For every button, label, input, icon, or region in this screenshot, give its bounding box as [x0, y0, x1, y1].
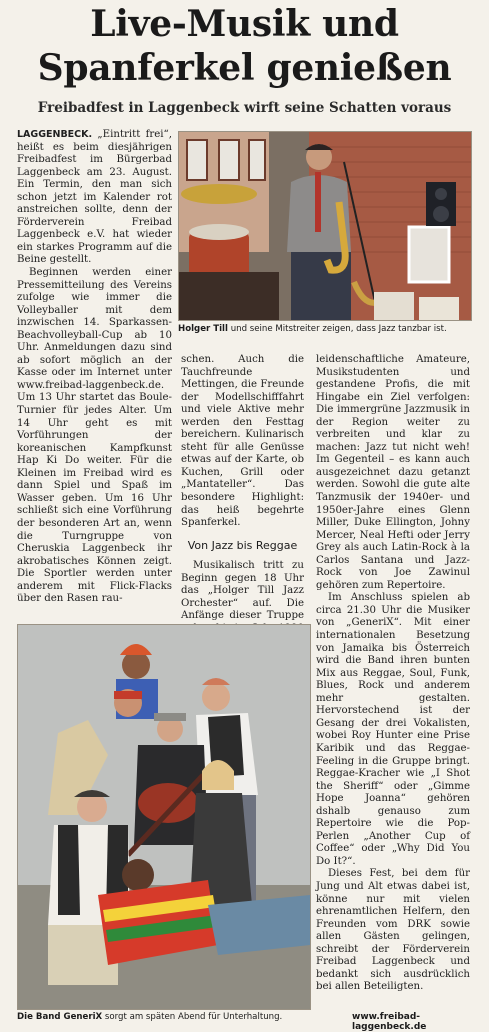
photo-band-generix [17, 624, 311, 1010]
article-paragraph-2: Beginnen werden einer Pressemitteilung des Vereins zufolge wie immer die Volleyballer mit dem inzwischen 14. Sparkassen-Beachvolleyball-Cup ab 10 Uhr. Anmeldungen dazu sind ab sofort möglich an der Kasse oder im Internet unter www.freibad-laggenbeck.de. Um 13 Uhr startet das Boule-Turnier für jedes Alter. Um 14 Uhr geht es mit Vorführungen der koreanischen Kampfkunst Hap Ki Do weiter. Für die Kleinen im Freibad wird es dann Spiel und Spaß im Wasser geben. Um 16 Uhr schließt sich eine Vorführung der besonderen Art an, wenn die Turngruppe von Cheruskia Laggenbeck ihr akrobatisches Können zeigt. Die Sportler werden unter anderem mit Flick-Flacks über den Rasen rau- [17, 267, 172, 605]
article-paragraph-7: Dieses Fest, bei dem für Jung und Alt etwas dabei ist, könne nur mit vielen ehrenamtlichen Helfern, den Freunden vom DRK sowie allen Gästen gelingen, schreibt der Förderverein Freibad Laggenbeck und bedankt sich ausdrücklich bei allen Beteiligten. [316, 868, 470, 993]
article-column-1 [17, 129, 172, 606]
photo-holger-till-caption [178, 324, 478, 335]
headline-line-1: Live-Musik und [90, 3, 399, 45]
headline-line-2: Spanferkel genießen [37, 47, 452, 89]
headline [0, 2, 489, 90]
article-paragraph-1: „Eintritt frei“, heißt es beim diesjährigen Freibadfest im Bürgerbad Laggenbeck am 23. August. Ein Termin, den man sich schon jetzt im Kalender rot anstreichen sollte, denn der Förderverein Freibad Laggenbeck e.V. hat wieder ein starkes Programm auf die Beine gestellt. [17, 129, 172, 266]
caption-text: und seine Mitstreiter zeigen, dass Jazz tanzbar ist. [230, 324, 447, 334]
article-paragraph-6: Im Anschluss spielen ab circa 21.30 Uhr die Musiker von „GeneriX“. Mit einer internationalen Besetzung von Jamaika bis Österreich wird die Band ihren bunten Mix aus Reggae, Soul, Funk, Blues, Rock und anderem mehr gestalten. Hervorstechend ist der Gesang der drei Vokalisten, wobei Roy Hunter eine Prise Karibik und das Reggae-Feeling in die Gruppe bringt. Reggae-Kracher wie „I Shot the Sheriff“ oder „Gimme Hope Joanna“ gehören dshalb genauso zum Repertoire wie die Pop-Perlen „Another Cup of Coffee“ oder „Why Did You Do It?“. [316, 592, 470, 867]
article-paragraph-5: leidenschaftliche Amateure, Musikstudenten und gestandene Profis, die mit Hingabe ein Ziel verfolgen: Die immergrüne Jazzmusik in der Region weiter zu verbreiten und klar zu machen: Jazz tut nicht weh! Im Gegenteil – es kann auch ausgezeichnet dazu getanzt werden. Sowohl die gute alte Tanzmusik der 1940er- und 1950er-Jahre eines Glenn Miller, Duke Ellington, Johny Mercer, Neal Hefti oder Jerry Grey als auch Latin-Rock à la Carlos Santana und Jazz-Rock von Joe Zawinul gehören zum Repertoire. [316, 354, 470, 591]
subheadline: Freibadfest in Laggenbeck wirft seine Schatten voraus [37, 100, 452, 116]
photo-band-generix-caption [17, 1012, 317, 1023]
caption-name: Holger Till [178, 324, 228, 334]
article-paragraph-4: Musikalisch tritt zu Beginn gegen 18 Uhr das „Holger Till Jazz Orchester“ auf. Die Anfänge dieser Truppe [181, 560, 304, 622]
photo-band-generix-image [18, 625, 310, 1009]
article-paragraph-3: schen. Auch die Tauchfreunde Mettingen, die Freunde der Modellschifffahrt und viele Aktive mehr werden den Festtag bereichern. Kulinarisch steht für alle Genüsse etwas auf der Karte, ob Kuchen, Grill oder „Mantateller“. Das besondere Highlight: das heiß begehrte Spanferkel. [181, 354, 304, 529]
photo-holger-till-image [179, 132, 471, 320]
photo-holger-till [178, 131, 472, 321]
article-column-2 [181, 354, 304, 661]
footer-url: www.freibad-laggenbeck.de [352, 1012, 427, 1032]
article-column-3 [316, 354, 470, 994]
caption-text: sorgt am späten Abend für Unterhaltung. [104, 1012, 283, 1022]
article-dateline: LAGGENBECK. [17, 129, 93, 140]
article-subhead: Von Jazz bis Reggae [187, 538, 298, 552]
caption-name: Die Band GeneriX [17, 1012, 103, 1022]
